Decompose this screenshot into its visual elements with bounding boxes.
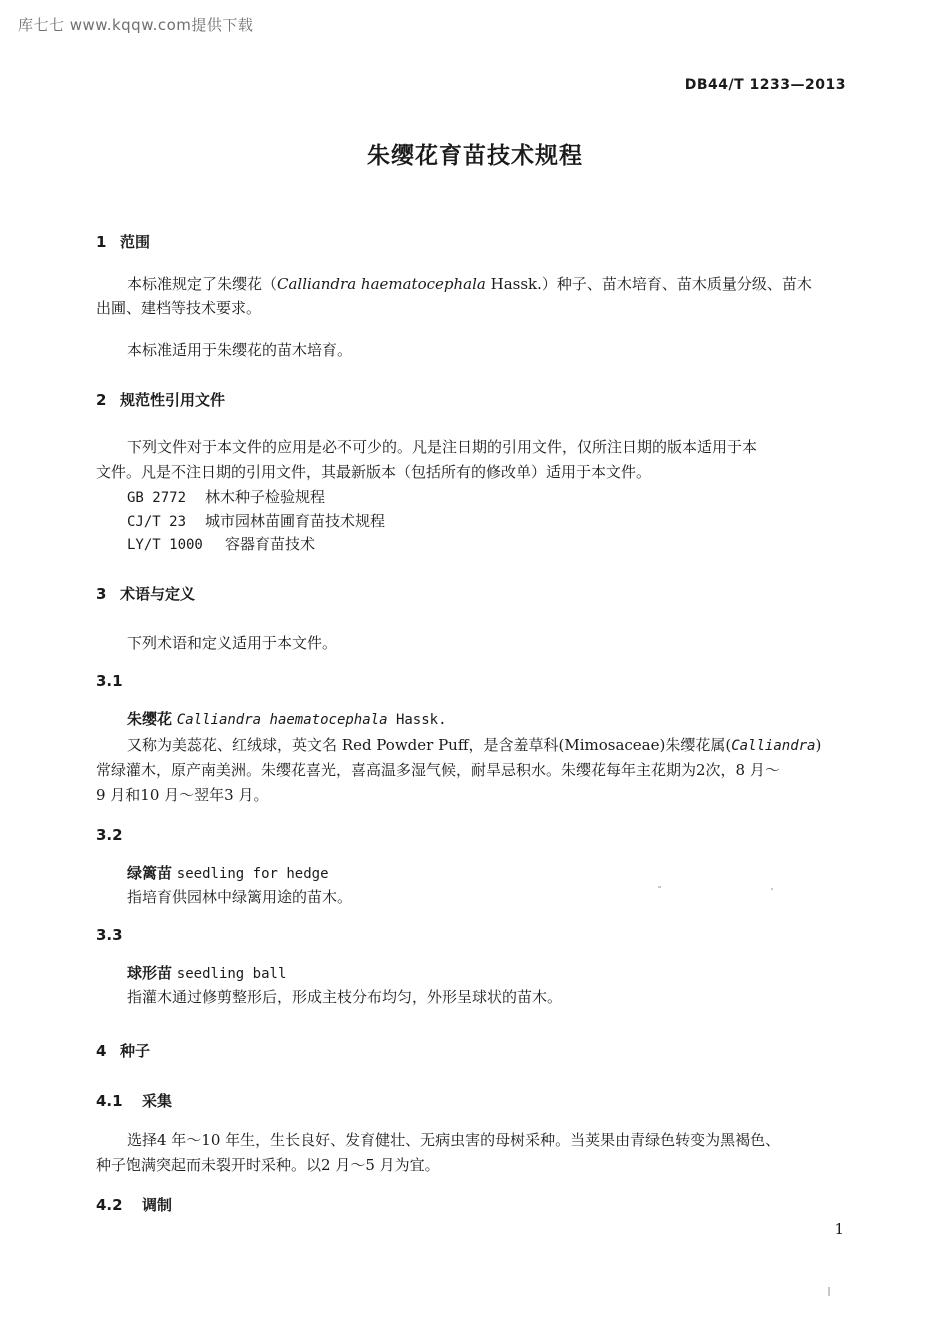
term-author: Hassk. (387, 712, 447, 728)
paragraph: 选择4 年～10 年生，生长良好、发育健壮、无病虫害的母树采种。当荚果由青绿色转变为黑褐色、 (127, 1131, 781, 1149)
subsection-number: 4.1 (96, 1092, 123, 1110)
section-number: 4 (96, 1042, 107, 1060)
reference-code: LY/T 1000 (127, 537, 203, 553)
term-name: 球形苗 (127, 964, 173, 982)
text: Hassk. (485, 275, 542, 293)
section-number: 1 (96, 233, 107, 251)
latin-name: Calliandra haematocephala (277, 275, 486, 293)
latin-name: Calliandra (731, 738, 816, 754)
section-title: 种子 (120, 1042, 151, 1060)
text: ）种子、苗木培育、苗木质量分级、苗木 (541, 275, 812, 293)
reference-code: CJ/T 23 (127, 514, 187, 530)
term-english: seedling ball (176, 966, 287, 982)
section-number: 2 (96, 391, 107, 409)
term-name: 朱缨花 (127, 710, 173, 728)
reference-item (127, 510, 385, 533)
term-number: 3.2 (96, 826, 123, 844)
text: 本标准规定了朱缨花（ (127, 275, 278, 293)
subsection-4-1-heading (96, 1090, 172, 1111)
paragraph (127, 273, 812, 295)
paragraph: 下列文件对于本文件的应用是必不可少的。凡是注日期的引用文件，仅所注日期的版本适用于本 (127, 438, 758, 456)
paragraph-line: 文件。凡是不注日期的引用文件，其最新版本（包括所有的修改单）适用于本文件。 (96, 463, 652, 481)
subsection-title: 采集 (142, 1092, 173, 1110)
term-number: 3.3 (96, 926, 123, 944)
term-name: 绿篱苗 (127, 864, 173, 882)
paragraph: 本标准适用于朱缨花的苗木培育。 (127, 341, 353, 359)
definition-line (127, 734, 821, 757)
scan-speck (658, 886, 661, 888)
subsection-4-2-heading (96, 1194, 172, 1215)
term-line (127, 862, 329, 885)
subsection-number: 4.2 (96, 1196, 123, 1214)
section-number: 3 (96, 585, 107, 603)
section-3-heading (96, 583, 195, 604)
section-2-heading (96, 389, 225, 410)
scan-speck (828, 1287, 830, 1296)
watermark-text: 库七七 www.kqqw.com提供下载 (18, 16, 254, 34)
reference-title: 林木种子检验规程 (205, 488, 326, 506)
definition-line: 9 月和10 月～翌年3 月。 (96, 786, 269, 804)
subsection-title: 调制 (142, 1196, 173, 1214)
term-english: seedling for hedge (176, 866, 329, 882)
paragraph-line: 出圃、建档等技术要求。 (96, 299, 262, 317)
definition-line: 指灌木通过修剪整形后，形成主枝分布均匀，外形呈球状的苗木。 (127, 988, 563, 1006)
document-title: 朱缨花育苗技术规程 (367, 143, 583, 169)
term-line (127, 962, 286, 985)
reference-item (127, 533, 315, 556)
section-1-heading (96, 231, 150, 252)
reference-title: 容器育苗技术 (225, 535, 316, 553)
standard-number: DB44/T 1233—2013 (684, 77, 846, 93)
section-title: 规范性引用文件 (120, 391, 226, 409)
text: 又称为美蕊花、红绒球，英文名 Red Powder Puff，是含羞草科(Mimosaceae)朱缨花属( (127, 736, 732, 754)
term-line (127, 708, 447, 731)
paragraph-line: 种子饱满突起而未裂开时采种。以2 月～5 月为宜。 (96, 1156, 440, 1174)
section-title: 范围 (120, 233, 151, 251)
section-4-heading (96, 1040, 150, 1061)
reference-title: 城市园林苗圃育苗技术规程 (205, 512, 386, 530)
definition-line: 常绿灌木，原产南美洲。朱缨花喜光，喜高温多湿气候，耐旱忌积水。朱缨花每年主花期为2次，8 月～ (96, 761, 780, 779)
scan-speck (771, 888, 773, 890)
text: ) (815, 736, 822, 754)
section-title: 术语与定义 (120, 585, 196, 603)
reference-item (127, 486, 325, 509)
definition-line: 指培育供园林中绿篱用途的苗木。 (127, 888, 353, 906)
term-number: 3.1 (96, 672, 123, 690)
reference-code: GB 2772 (127, 490, 187, 506)
page-number: 1 (834, 1220, 844, 1238)
term-latin: Calliandra haematocephala (176, 712, 388, 728)
paragraph: 下列术语和定义适用于本文件。 (127, 634, 338, 652)
